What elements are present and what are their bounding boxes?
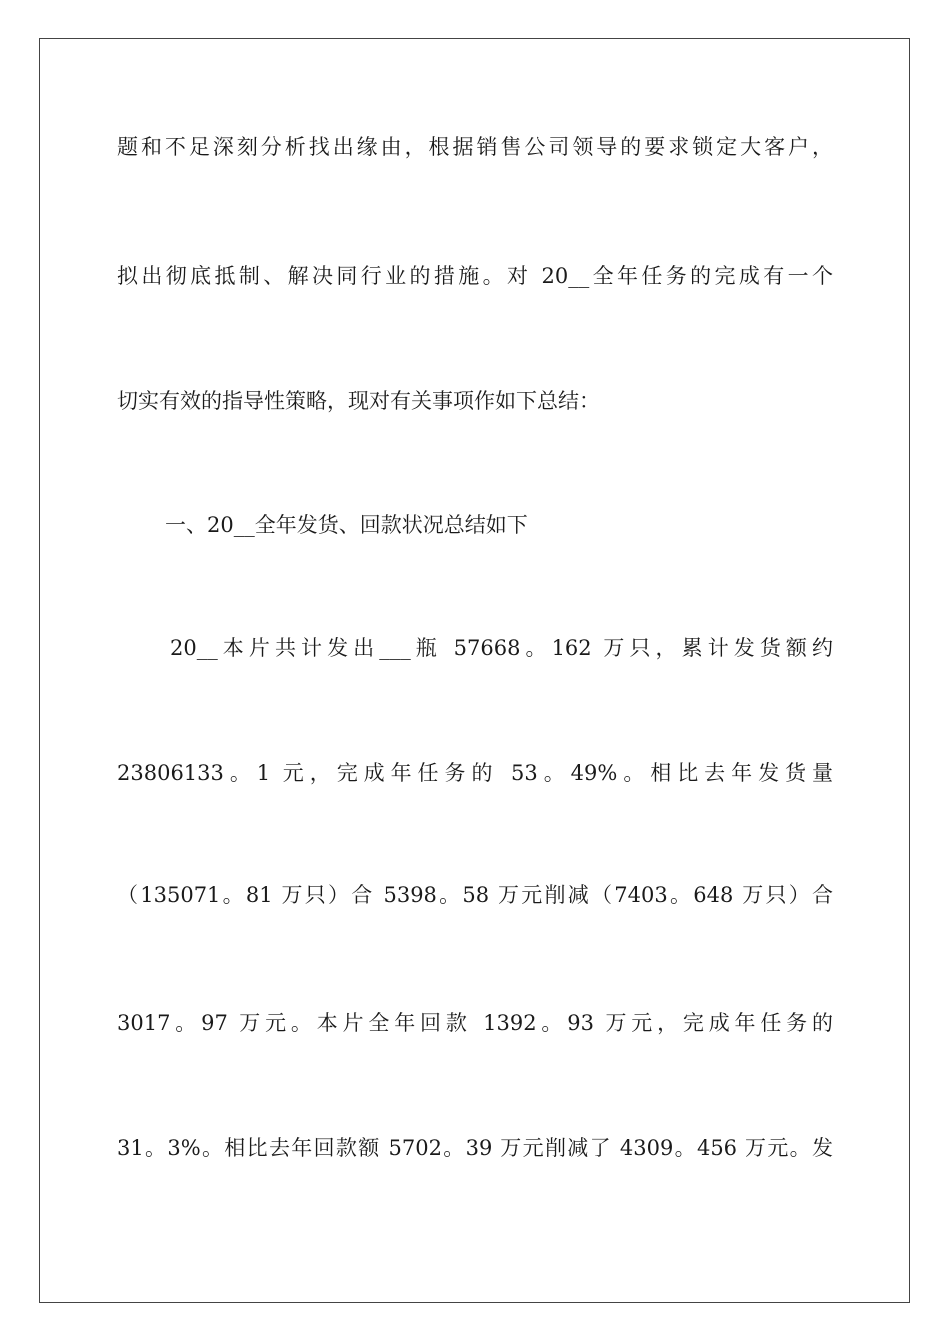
paragraph-line-7: （135071。81 万只）合 5398。58 万元削减（7403。648 万只）合 xyxy=(117,883,833,907)
section-heading: 一、20__全年发货、回款状况总结如下 xyxy=(165,513,528,537)
paragraph-line-5: 20__本片共计发出___瓶 57668。162 万只，累计发货额约 xyxy=(170,636,833,660)
paragraph-line-8: 3017。97 万元。本片全年回款 1392。93 万元，完成年任务的 xyxy=(117,1011,833,1035)
paragraph-line-2: 拟出彻底抵制、解决同行业的措施。对 20__全年任务的完成有一个 xyxy=(117,264,833,288)
paragraph-line-1: 题和不足深刻分析找出缘由，根据销售公司领导的要求锁定大客户， xyxy=(117,135,833,159)
paragraph-line-3: 切实有效的指导性策略，现对有关事项作如下总结： xyxy=(117,389,600,413)
paragraph-line-9: 31。3%。相比去年回款额 5702。39 万元削减了 4309。456 万元。发 xyxy=(117,1136,833,1160)
paragraph-line-6: 23806133。1 元，完成年任务的 53。49%。相比去年发货量 xyxy=(117,761,833,785)
page-border xyxy=(39,38,910,1303)
